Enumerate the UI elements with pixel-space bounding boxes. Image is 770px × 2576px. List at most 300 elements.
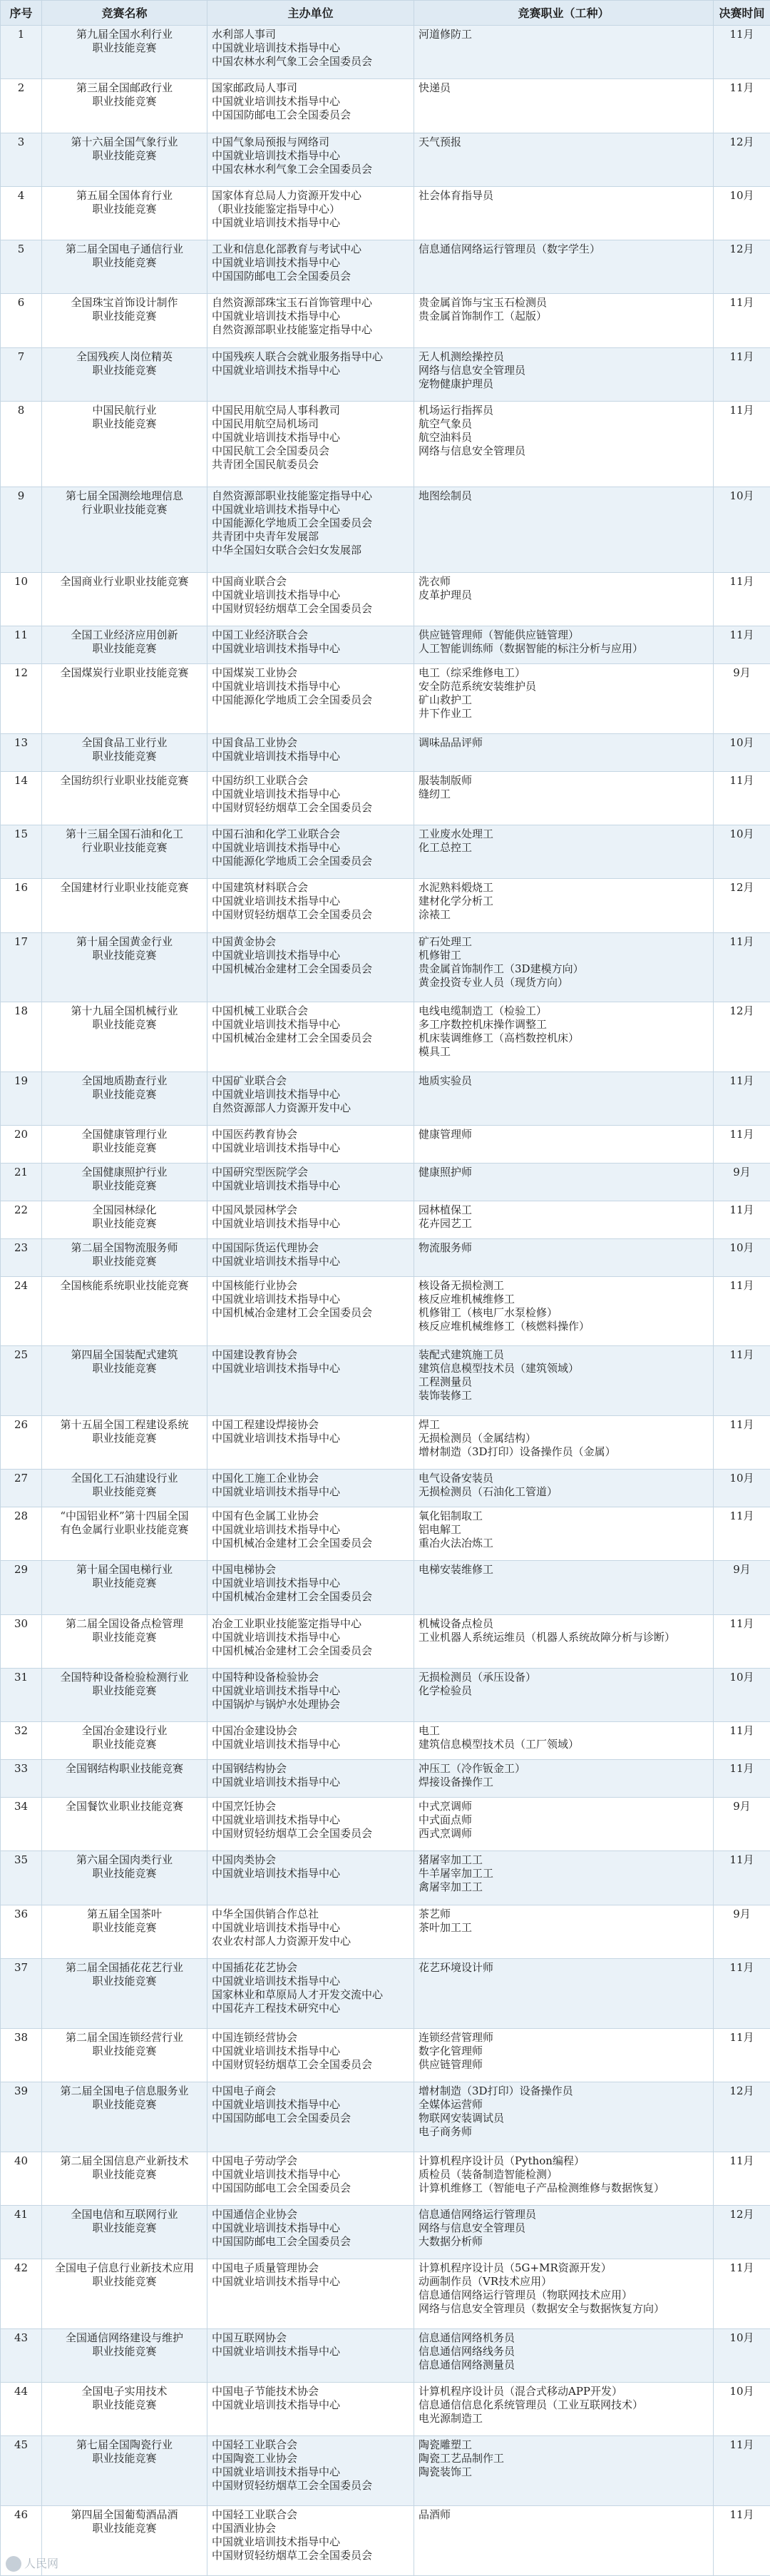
competition-name-line: 职业技能竞赛	[92, 1738, 157, 1751]
organizer-line: 中国国防邮电工会全国委员会	[212, 2111, 351, 2124]
occupation-line: 服装制版师	[419, 773, 473, 787]
table-row	[1, 825, 770, 878]
organizer-list	[207, 825, 414, 878]
organizer-list	[207, 572, 414, 626]
competition-name	[42, 1561, 207, 1614]
organizer-line: 中国石油和化学工业联合会	[212, 827, 341, 840]
competition-name	[42, 26, 207, 79]
final-month: 11月	[714, 1346, 770, 1416]
organizer-line: 中国轻工业联合会	[212, 2508, 298, 2521]
competition-name	[42, 79, 207, 133]
occupation-line: 黄金投资专业人员（现货方向）	[419, 975, 569, 989]
organizer-line: 中国电梯协会	[212, 1563, 277, 1577]
occupation-line: 园林植保工	[419, 1203, 473, 1216]
organizer-list	[207, 1238, 414, 1276]
organizer-line: 中国国际货运代理协会	[212, 1241, 319, 1254]
organizer-line: 中国就业培训技术指导中心	[212, 1178, 341, 1192]
final-month: 11月	[714, 1851, 770, 1905]
final-month: 12月	[714, 1002, 770, 1072]
table-row	[1, 1346, 770, 1416]
organizer-line: 中国就业培训技术指导中心	[212, 895, 341, 908]
occupation-line: 健康管理师	[419, 1128, 473, 1141]
occupation-list	[414, 2328, 714, 2382]
organizer-line: 中国民航工会全国委员会	[212, 444, 330, 457]
final-month: 12月	[714, 879, 770, 932]
occupation-line: 贵金属首饰与宝玉石检测员	[419, 296, 548, 310]
organizer-line: 中国就业培训技术指导中心	[212, 2275, 341, 2289]
occupation-line: 建筑信息模型技术员（建筑领域）	[419, 1362, 580, 1375]
occupation-list	[414, 2205, 714, 2259]
header-index: 序号	[1, 1, 42, 26]
organizer-line: 中国就业培训技术指导中心	[212, 1920, 341, 1934]
table-row	[1, 2028, 770, 2082]
organizer-line: 中国工业经济联合会	[212, 628, 309, 642]
organizer-line: （职业技能鉴定指导中心）	[212, 202, 341, 215]
row-index: 31	[1, 1669, 42, 1722]
competition-name	[42, 572, 207, 626]
row-index: 41	[1, 2205, 42, 2259]
occupation-list	[414, 932, 714, 1002]
competition-name-line: 职业技能竞赛	[92, 1630, 157, 1644]
competition-name-line: 第七届全国测绘地理信息	[65, 489, 183, 502]
occupation-list	[414, 294, 714, 347]
organizer-list	[207, 2383, 414, 2436]
occupation-list	[414, 1959, 714, 2029]
occupation-line: 禽屠宰加工工	[419, 1880, 483, 1894]
table-row	[1, 1614, 770, 1668]
competition-name-line: 全国纺织行业职业技能竞赛	[60, 773, 189, 787]
organizer-list	[207, 1614, 414, 1668]
occupation-line: 工业机器人系统运维员（机器人系统故障分析与诊断）	[419, 1630, 676, 1644]
table-row	[1, 1276, 770, 1346]
occupation-line: 水泥熟料煅烧工	[419, 881, 494, 895]
final-month: 12月	[714, 2082, 770, 2152]
organizer-list	[207, 1507, 414, 1561]
occupation-list	[414, 1851, 714, 1905]
organizer-line: 中国电子劳动学会	[212, 2154, 298, 2167]
competition-name	[42, 2328, 207, 2382]
organizer-list	[207, 1416, 414, 1470]
row-index: 38	[1, 2028, 42, 2082]
table-row	[1, 2082, 770, 2152]
organizer-line: 中国就业培训技术指导中心	[212, 2167, 341, 2181]
competition-name-line: 第十五届全国工程建设系统	[60, 1418, 189, 1431]
table-row	[1, 2259, 770, 2329]
competition-name	[42, 932, 207, 1002]
competition-name-line: 全国健康照护行业	[81, 1165, 168, 1178]
row-index: 42	[1, 2259, 42, 2329]
organizer-line: 中国就业培训技术指导中心	[212, 1867, 341, 1880]
organizer-line: 中国陶瓷工业协会	[212, 2452, 298, 2465]
occupation-line: 核反应堆机械维修工（核燃料操作）	[419, 1319, 590, 1333]
table-row	[1, 1669, 770, 1722]
organizer-list	[207, 664, 414, 734]
competition-name	[42, 1722, 207, 1760]
occupation-line: 人工智能训练师（数据智能的标注分析与应用）	[419, 642, 644, 656]
organizer-list	[207, 2152, 414, 2205]
organizer-line: 中国就业培训技术指导中心	[212, 1432, 341, 1445]
final-month: 11月	[714, 2436, 770, 2506]
competition-name-line: 职业技能竞赛	[92, 1485, 157, 1499]
occupation-line: 机场运行指挥员	[419, 403, 494, 417]
organizer-line: 中国就业培训技术指导中心	[212, 1362, 341, 1375]
competition-name-line: 职业技能竞赛	[92, 1087, 157, 1101]
competition-name-line: 职业技能竞赛	[92, 642, 157, 656]
organizer-list	[207, 733, 414, 771]
organizer-line: 中国国防邮电工会全国委员会	[212, 270, 351, 283]
table-row	[1, 1470, 770, 1507]
organizer-list	[207, 1561, 414, 1614]
competition-name-line: 第三届全国邮政行业	[76, 81, 173, 95]
organizer-list	[207, 2082, 414, 2152]
occupation-line: 机械设备点检员	[419, 1617, 494, 1630]
competition-name	[42, 1798, 207, 1851]
table-row	[1, 2383, 770, 2436]
occupation-list	[414, 2436, 714, 2506]
competition-name	[42, 1760, 207, 1798]
occupation-line: 电工（综采维修电工）	[419, 666, 526, 680]
competition-name-line: 职业技能竞赛	[92, 1018, 157, 1032]
header-row	[1, 1, 770, 26]
organizer-list	[207, 1760, 414, 1798]
occupation-list	[414, 1669, 714, 1722]
occupation-line: 河道修防工	[419, 28, 473, 41]
organizer-line: 中国就业培训技术指导中心	[212, 1292, 341, 1305]
occupation-list	[414, 1614, 714, 1668]
final-month: 11月	[714, 1614, 770, 1668]
final-month: 11月	[714, 1416, 770, 1470]
competition-name-line: “中国铝业杯”第十四届全国	[60, 1510, 189, 1523]
occupation-line: 机修钳工	[419, 948, 462, 962]
occupation-line: 增材制造（3D打印）设备操作员（金属）	[419, 1445, 616, 1458]
organizer-line: 中国就业培训技术指导中心	[212, 1523, 341, 1537]
occupation-line: 网络与信息安全管理员	[419, 2221, 526, 2234]
occupation-line: 网络与信息安全管理员	[419, 363, 526, 377]
organizer-line: 中国机械冶金建材工会全国委员会	[212, 1537, 373, 1550]
occupation-line: 机床装调维修工（高档数控机床）	[419, 1032, 580, 1045]
competition-name-line: 职业技能竞赛	[92, 1867, 157, 1880]
organizer-line: 中国就业培训技术指导中心	[212, 1776, 341, 1789]
competition-name-line: 全国煤炭行业职业技能竞赛	[60, 666, 189, 680]
competition-name-line: 全国核能系统职业技能竞赛	[60, 1278, 189, 1292]
occupation-line: 焊工	[419, 1418, 441, 1431]
competition-name-line: 职业技能竞赛	[92, 2521, 157, 2535]
organizer-line: 中国就业培训技术指导中心	[212, 948, 341, 962]
competition-name-line: 职业技能竞赛	[92, 41, 157, 54]
row-index: 45	[1, 2436, 42, 2506]
competition-name	[42, 1126, 207, 1164]
table-row	[1, 1561, 770, 1614]
organizer-line: 中国互联网协会	[212, 2331, 287, 2344]
occupation-line: 贵金属首饰制作工（3D建模方向）	[419, 962, 584, 975]
occupation-list	[414, 1238, 714, 1276]
table-row	[1, 1002, 770, 1072]
organizer-line: 中国连锁经营协会	[212, 2030, 298, 2044]
organizer-list	[207, 347, 414, 401]
occupation-list	[414, 1470, 714, 1507]
occupation-line: 天气预报	[419, 135, 462, 148]
final-month: 11月	[714, 1071, 770, 1125]
final-month: 10月	[714, 2383, 770, 2436]
occupation-line: 猪屠宰加工工	[419, 1853, 483, 1867]
competition-name-line: 职业技能竞赛	[92, 1216, 157, 1230]
organizer-line: 中国就业培训技术指导中心	[212, 680, 341, 693]
occupation-line: 建筑信息模型技术员（工厂领域）	[419, 1738, 580, 1751]
organizer-line: 中国财贸轻纺烟草工会全国委员会	[212, 601, 373, 615]
organizer-line: 中国有色金属工业协会	[212, 1510, 319, 1523]
organizer-line: 中国财贸轻纺烟草工会全国委员会	[212, 2479, 373, 2493]
competition-name-line: 第二届全国插花花艺行业	[65, 1961, 183, 1975]
occupation-list	[414, 1276, 714, 1346]
organizer-line: 中国国防邮电工会全国委员会	[212, 2181, 351, 2194]
organizer-list	[207, 626, 414, 664]
competition-name	[42, 1959, 207, 2029]
occupation-line: 牛羊屠宰加工工	[419, 1867, 494, 1880]
organizer-list	[207, 186, 414, 240]
organizer-line: 中国财贸轻纺烟草工会全国委员会	[212, 1827, 373, 1841]
organizer-line: 中国电子质量管理协会	[212, 2261, 319, 2275]
occupation-line: 调味品品评师	[419, 735, 483, 749]
organizer-list	[207, 1905, 414, 1958]
occupation-line: 氧化铝制取工	[419, 1510, 483, 1523]
occupation-list	[414, 79, 714, 133]
occupation-line: 全媒体运营师	[419, 2097, 483, 2111]
competition-name-line: 职业技能竞赛	[92, 148, 157, 162]
final-month: 10月	[714, 1669, 770, 1722]
occupation-line: 陶瓷装饰工	[419, 2465, 473, 2479]
competition-name-line: 职业技能竞赛	[92, 417, 157, 430]
row-index: 37	[1, 1959, 42, 2029]
competition-name	[42, 1669, 207, 1722]
occupation-line: 航空气象员	[419, 417, 473, 430]
table-row	[1, 487, 770, 572]
table-row	[1, 626, 770, 664]
occupation-list	[414, 1416, 714, 1470]
occupation-line: 化工总控工	[419, 840, 473, 854]
occupation-line: 工程测量员	[419, 1375, 473, 1389]
competition-name	[42, 1071, 207, 1125]
competition-name-line: 第二届全国信息产业新技术	[60, 2154, 189, 2167]
competition-name-line: 职业技能竞赛	[92, 1577, 157, 1590]
occupation-list	[414, 186, 714, 240]
final-month: 11月	[714, 771, 770, 825]
organizer-line: 中国酒业协会	[212, 2521, 277, 2535]
competition-name-line: 全国地质勘查行业	[81, 1074, 168, 1087]
occupation-line: 安全防范系统安装维护员	[419, 680, 537, 693]
organizer-line: 中国医药教育协会	[212, 1128, 298, 1141]
occupation-line: 信息通信网络运行管理员（物联网技术应用）	[419, 2289, 633, 2302]
competition-name-line: 职业技能竞赛	[92, 95, 157, 108]
competition-name-line: 第五届全国茶叶	[86, 1907, 162, 1920]
organizer-line: 中国插花花艺协会	[212, 1961, 298, 1975]
organizer-line: 中国就业培训技术指导中心	[212, 2344, 341, 2358]
competition-name-line: 职业技能竞赛	[92, 2452, 157, 2465]
occupation-list	[414, 1507, 714, 1561]
table-header	[1, 1, 770, 26]
competition-name	[42, 240, 207, 294]
table-row	[1, 572, 770, 626]
competition-name	[42, 1163, 207, 1201]
table-row	[1, 1238, 770, 1276]
occupation-line: 网络与信息安全管理员	[419, 444, 526, 457]
table-row	[1, 1126, 770, 1164]
competition-name	[42, 1614, 207, 1668]
row-index: 15	[1, 825, 42, 878]
competition-name-line: 第四届全国装配式建筑	[71, 1348, 178, 1362]
row-index: 12	[1, 664, 42, 734]
row-index: 36	[1, 1905, 42, 1958]
row-index: 14	[1, 771, 42, 825]
occupation-line: 井下作业工	[419, 707, 473, 721]
competition-name-line: 第二届全国电子通信行业	[65, 243, 183, 256]
organizer-line: 中国气象局预报与网络司	[212, 135, 330, 148]
organizer-line: 中国就业培训技术指导中心	[212, 1630, 341, 1644]
competition-name-line: 职业技能竞赛	[92, 948, 157, 962]
competition-name-line: 全国化工石油建设行业	[71, 1472, 178, 1485]
table-row	[1, 733, 770, 771]
organizer-list	[207, 1851, 414, 1905]
row-index: 10	[1, 572, 42, 626]
organizer-line: 中华全国供销合作总社	[212, 1907, 319, 1920]
organizer-line: 中国就业培训技术指导中心	[212, 1216, 341, 1230]
organizer-list	[207, 79, 414, 133]
organizer-line: 中国就业培训技术指导中心	[212, 787, 341, 800]
organizer-line: 自然资源部职业技能鉴定指导中心	[212, 489, 373, 502]
organizer-line: 中国建筑材料联合会	[212, 881, 309, 895]
organizer-line: 中国工程建设焊接协会	[212, 1418, 319, 1431]
occupation-line: 物联网安装调试员	[419, 2111, 505, 2124]
occupation-line: 机修钳工（核电厂水泵检修）	[419, 1305, 558, 1319]
final-month: 12月	[714, 133, 770, 186]
organizer-line: 中国锅炉与锅炉水处理协会	[212, 1698, 341, 1711]
row-index: 26	[1, 1416, 42, 1470]
occupation-list	[414, 1722, 714, 1760]
occupation-line: 陶瓷工艺品制作工	[419, 2452, 505, 2465]
row-index: 24	[1, 1276, 42, 1346]
row-index: 6	[1, 294, 42, 347]
organizer-line: 中国就业培训技术指导中心	[212, 2398, 341, 2412]
competition-name-line: 有色金属行业职业技能竞赛	[60, 1523, 189, 1537]
table-row	[1, 1798, 770, 1851]
occupation-line: 大数据分析师	[419, 2234, 483, 2248]
occupation-line: 中式面点师	[419, 1813, 473, 1827]
competition-name-line: 职业技能竞赛	[92, 1362, 157, 1375]
occupation-list	[414, 771, 714, 825]
organizer-line: 中国肉类协会	[212, 1853, 277, 1867]
final-month: 10月	[714, 2328, 770, 2382]
competition-name-line: 职业技能竞赛	[92, 749, 157, 763]
row-index: 17	[1, 932, 42, 1002]
organizer-line: 中国就业培训技术指导中心	[212, 588, 341, 601]
final-month: 11月	[714, 1722, 770, 1760]
row-index: 25	[1, 1346, 42, 1416]
organizer-line: 自然资源部职业技能鉴定指导中心	[212, 323, 373, 337]
occupation-line: 工业废水处理工	[419, 827, 494, 840]
competition-name	[42, 487, 207, 572]
competition-name-line: 职业技能竞赛	[92, 1178, 157, 1192]
occupation-line: 社会体育指导员	[419, 188, 494, 202]
competition-name-line: 全国电子实用技术	[81, 2385, 168, 2398]
watermark-text: 人民网	[24, 2556, 59, 2570]
table-row	[1, 347, 770, 401]
row-index: 13	[1, 733, 42, 771]
competition-name	[42, 664, 207, 734]
final-month: 9月	[714, 1163, 770, 1201]
competition-name-line: 职业技能竞赛	[92, 1684, 157, 1698]
occupation-list	[414, 347, 714, 401]
occupation-line: 重冶火法冶炼工	[419, 1537, 494, 1550]
organizer-line: 中国机械冶金建材工会全国委员会	[212, 1032, 373, 1045]
final-month: 10月	[714, 487, 770, 572]
row-index: 7	[1, 347, 42, 401]
final-month: 10月	[714, 186, 770, 240]
competition-name-line: 全国园林绿化	[92, 1203, 157, 1216]
competition-name-line: 行业职业技能竞赛	[81, 840, 168, 854]
final-month: 11月	[714, 401, 770, 487]
organizer-line: 中国民用航空局人事科教司	[212, 403, 341, 417]
row-index: 22	[1, 1201, 42, 1238]
occupation-list	[414, 1760, 714, 1798]
occupation-line: 计算机程序设计员（5G+MR资源开发）	[419, 2261, 612, 2275]
occupation-line: 地质实验员	[419, 1074, 473, 1087]
competition-name-line: 职业技能竞赛	[92, 2275, 157, 2289]
competition-name	[42, 2205, 207, 2259]
competition-name	[42, 1851, 207, 1905]
organizer-line: 中国农林水利气象工会全国委员会	[212, 55, 373, 68]
competition-name-line: 职业技能竞赛	[92, 1141, 157, 1155]
competition-name	[42, 1002, 207, 1072]
organizer-line: 中国能源化学地质工会全国委员会	[212, 516, 373, 529]
organizer-line: 中国就业培训技术指导中心	[212, 148, 341, 162]
row-index: 21	[1, 1163, 42, 1201]
row-index: 19	[1, 1071, 42, 1125]
organizer-line: 国家体育总局人力资源开发中心	[212, 188, 362, 202]
competition-name-line: 第十届全国黄金行业	[76, 935, 173, 948]
final-month: 11月	[714, 1276, 770, 1346]
organizer-line: 冶金工业职业技能鉴定指导中心	[212, 1617, 362, 1630]
organizer-line: 中国机械冶金建材工会全国委员会	[212, 962, 373, 975]
organizer-line: 中国食品工业协会	[212, 735, 298, 749]
organizer-line: 中国就业培训技术指导中心	[212, 215, 341, 229]
occupation-line: 茶艺师	[419, 1907, 451, 1920]
organizer-line: 中国就业培训技术指导中心	[212, 1018, 341, 1032]
occupation-line: 计算机程序设计员（Python编程）	[419, 2154, 585, 2167]
competition-name-line: 第六届全国肉类行业	[76, 1853, 173, 1867]
organizer-list	[207, 1669, 414, 1722]
competition-name-line: 全国食品工业行业	[81, 735, 168, 749]
table-row	[1, 1905, 770, 1958]
competition-name-line: 第二届全国物流服务师	[71, 1241, 178, 1254]
table-row	[1, 1163, 770, 1201]
header-final-time: 决赛时间	[714, 1, 770, 26]
row-index: 5	[1, 240, 42, 294]
organizer-list	[207, 1201, 414, 1238]
organizer-line: 中国通信企业协会	[212, 2207, 298, 2221]
organizer-list	[207, 294, 414, 347]
row-index: 30	[1, 1614, 42, 1668]
organizer-list	[207, 2028, 414, 2082]
organizer-line: 中国就业培训技术指导中心	[212, 310, 341, 323]
organizer-line: 中国能源化学地质工会全国委员会	[212, 854, 373, 867]
occupation-line: 计算机维修工（智能电子产品检测维修与数据恢复）	[419, 2181, 665, 2194]
organizer-line: 中国就业培训技术指导中心	[212, 95, 341, 108]
competition-name-line: 全国残疾人岗位精英	[76, 350, 173, 363]
competition-name-line: 全国钢结构职业技能竞赛	[65, 1762, 183, 1776]
competition-name	[42, 2259, 207, 2329]
organizer-line: 中国就业培训技术指导中心	[212, 1975, 341, 1988]
organizer-line: 中国财贸轻纺烟草工会全国委员会	[212, 2548, 373, 2562]
occupation-list	[414, 1071, 714, 1125]
